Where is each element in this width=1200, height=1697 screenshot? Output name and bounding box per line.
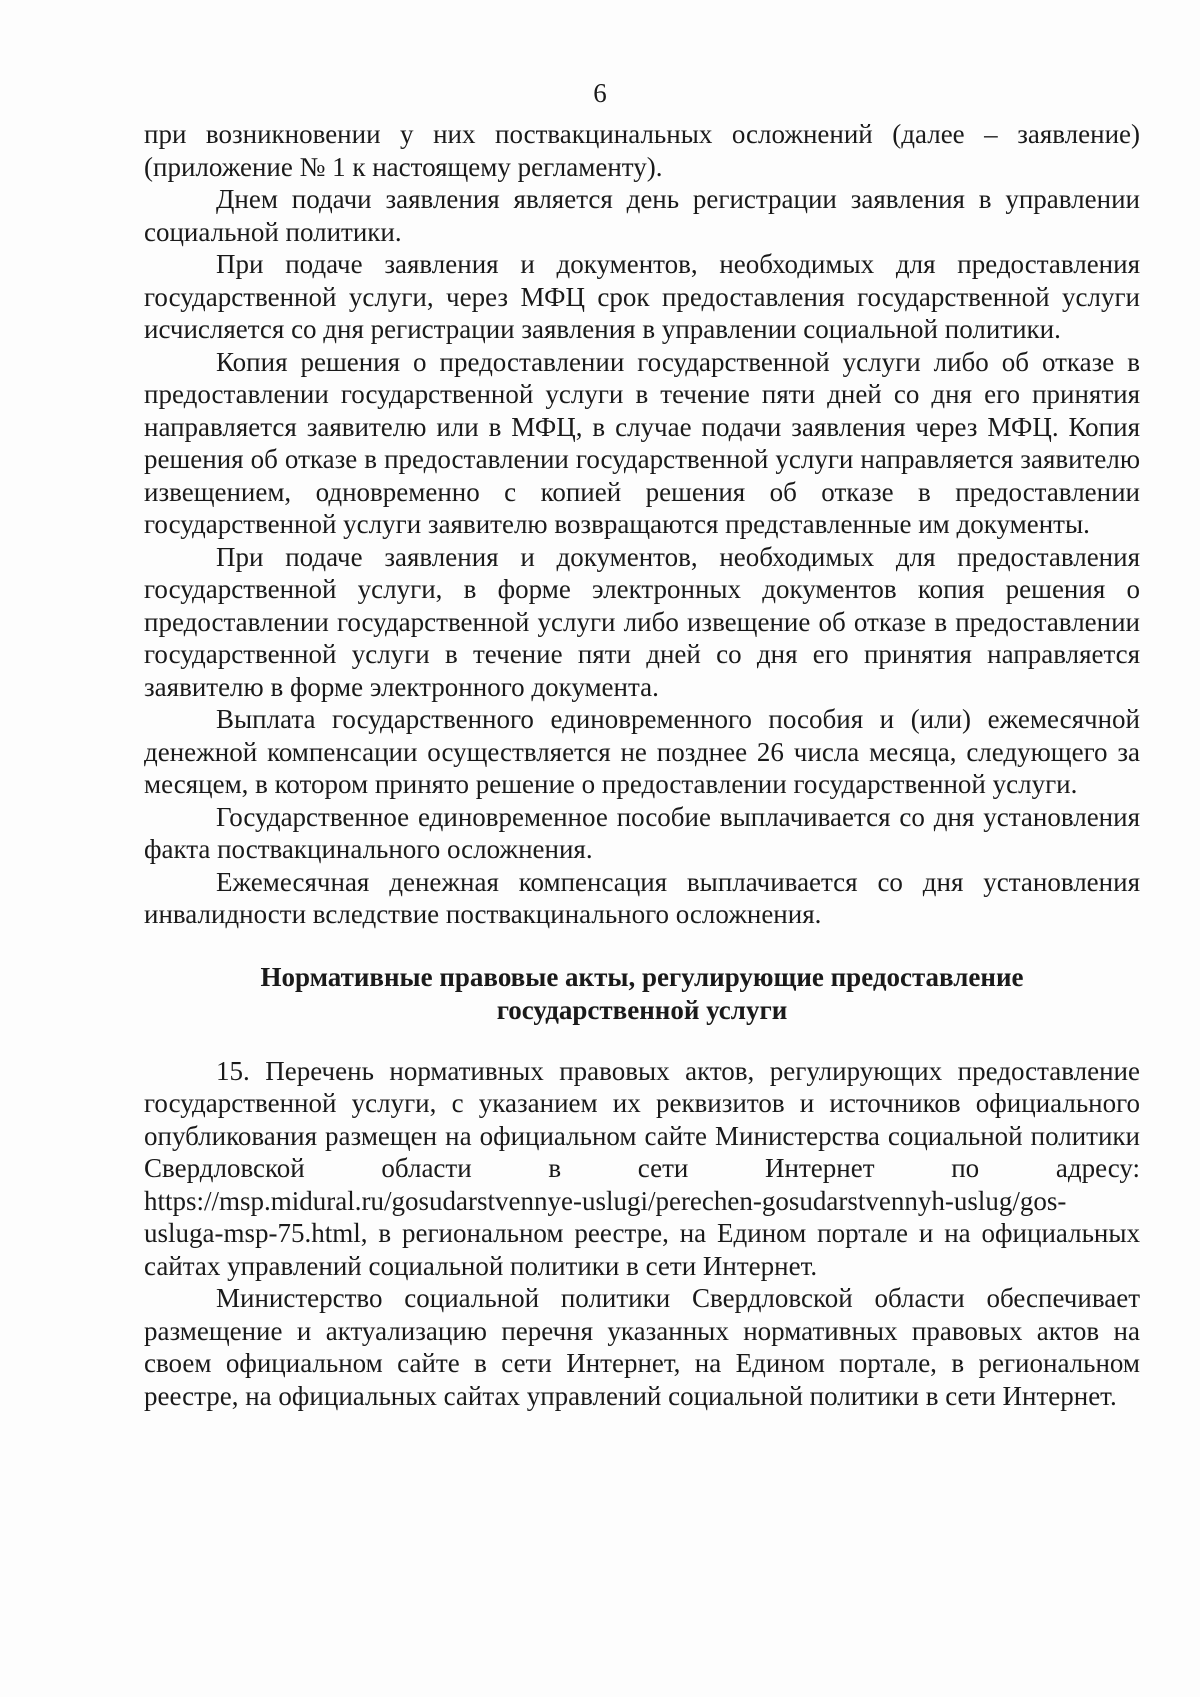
section-heading-line-2: государственной услуги <box>496 994 788 1025</box>
paragraph-decision-copy: Копия решения о предоставлении государственной услуги либо об отказе в предоставлении государственной услуги в течение пяти дней со дня его принятия направляется заявителю или в МФЦ, в случае подачи заявления через МФЦ. Копия решения об отказе в предоставлении государственной услуги направляется заявителю извещением, одновременно с копией решения об отказе в предоставлении государственной услуги заявителю возвращаются представленные им документы. <box>144 346 1140 539</box>
section-heading-line-1: Нормативные правовые акты, регулирующие предоставление <box>260 961 1024 992</box>
page-content <box>144 118 1140 1412</box>
paragraph-payment-date: Выплата государственного единовременного пособия и (или) ежемесячной денежной компенсации осуществляется не позднее 26 числа месяца, следующего за месяцем, в котором принято решение о предоставлении государственной услуги. <box>144 704 1140 799</box>
paragraph-ministry-updates: Министерство социальной политики Свердловской области обеспечивает размещение и актуализацию перечня указанных нормативных правовых актов на своем официальном сайте в сети Интернет, на Едином портале, в региональном реестре, на официальных сайтах управлений социальной политики в сети Интернет. <box>144 1283 1140 1411</box>
paragraph-mfc-term: При подаче заявления и документов, необходимых для предоставления государственной услуги, через МФЦ срок предоставления государственной услуги исчисляется со дня регистрации заявления в управлении социальной политики. <box>144 249 1140 344</box>
paragraph-lump-sum: Государственное единовременное пособие выплачивается со дня установления факта поствакцинального осложнения. <box>144 801 1140 864</box>
paragraph-filing-date: Днем подачи заявления является день регистрации заявления в управлении социальной политики. <box>144 184 1140 247</box>
paragraph-continuation: при возникновении у них поствакцинальных осложнений (далее – заявление) (приложение № 1 к настоящему регламенту). <box>144 119 1140 182</box>
paragraph-electronic-docs: При подаче заявления и документов, необходимых для предоставления государственной услуги, в форме электронных документов копия решения о предоставлении государственной услуги либо извещение об отказе в предоставлении государственной услуги в течение пяти дней со дня его принятия направляется заявителю в форме электронного документа. <box>144 541 1140 702</box>
page-number: 6 <box>593 78 607 108</box>
paragraph-monthly-compensation: Ежемесячная денежная компенсация выплачивается со дня установления инвалидности вследствие поствакцинального осложнения. <box>144 866 1140 929</box>
section-heading <box>144 961 1140 1027</box>
paragraph-legal-acts-list: 15. Перечень нормативных правовых актов, регулирующих предоставление государственной услуги, с указанием их реквизитов и источников официального опубликования размещен на официальном сайте Министерства социальной политики Свердловской области в сети Интернет по адресу: https://msp.midural.ru/gosudarstvennye-uslugi/perechen-gosudarstvennyh-uslug/gos-usluga-msp-75.html, в региональном реестре, на Едином портале и на официальных сайтах управлений социальной политики в сети Интернет. <box>144 1055 1140 1281</box>
